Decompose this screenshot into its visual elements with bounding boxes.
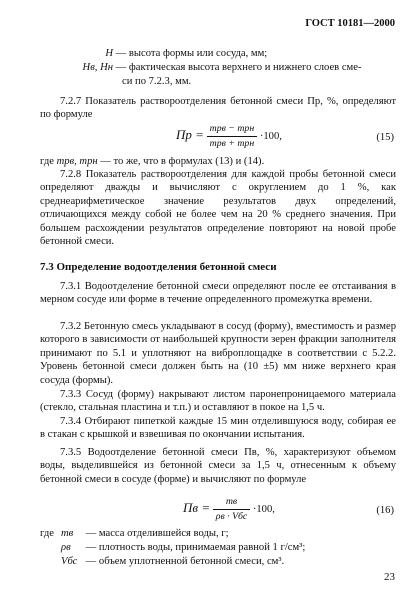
definition-h <box>40 47 396 60</box>
formula-denominator: ρв · Vбс <box>215 511 248 522</box>
where-text: — объем уплотненной бетонной смеси, см³. <box>83 556 285 567</box>
paragraph-7-3-2: 7.3.2 Бетонную смесь укладывают в сосуд (форму), вместимость и размер которого в зависимости от наибольшей крупности зерен фракции заполнителя принимают по 5.1 и уплотняют на виброплощадке в соответствии с 5.2.2. Уровень бетонной смеси должен быть на (10 ±5) мм ниже верхнего края сосуда (формы). <box>40 321 396 386</box>
where-symbol: mрв, mрн <box>56 156 98 167</box>
definition-hv-hn <box>40 61 396 74</box>
formula-denominator: mрв + mрн <box>209 138 255 149</box>
formula-numerator: mв <box>213 496 250 510</box>
where-clause-16-mass <box>40 527 396 540</box>
definition-symbol: Нв, Нн <box>82 62 113 73</box>
formula-16 <box>0 496 418 523</box>
formula-multiplier: ·100, <box>259 130 282 142</box>
where-lead: где <box>40 528 54 539</box>
formula-fraction <box>213 496 250 523</box>
where-symbol: mв <box>61 528 74 539</box>
formula-lhs: Пв = <box>183 499 211 515</box>
where-clause-15 <box>40 155 396 168</box>
definition-text: — высота формы или сосуда, мм; <box>113 48 268 59</box>
paragraph-7-3-5: 7.3.5 Водоотделение бетонной смеси Пв, %, характеризуют объемом воды, выделившейся из бетонной смеси за 1,5 ч, отнесенным к объему бетонной смеси в сосуде (форме) и вычисляют по формуле <box>40 447 396 485</box>
definition-continuation: си по 7.2.3, мм. <box>122 76 192 87</box>
paragraph-7-3-1: 7.3.1 Водоотделение бетонной смеси определяют после ее отстаивания в мерном сосуде или форме в течение определенного промежутка времени. <box>40 281 396 306</box>
definition-symbol: Н <box>105 48 113 59</box>
formula-numerator: mрв − mрн <box>207 123 258 137</box>
document-header: ГОСТ 10181—2000 <box>305 18 395 29</box>
where-text: — плотность воды, принимаемая равной 1 г/см³; <box>83 542 306 553</box>
where-symbol: Vбс <box>61 556 78 567</box>
formula-multiplier: ·100, <box>252 503 275 515</box>
paragraph-7-2-7: 7.2.7 Показатель раствороотделения бетонной смеси Пр, %, определяют по формуле <box>40 96 396 121</box>
where-text: — то же, что в формулах (13) и (14). <box>97 156 265 167</box>
where-clause-16-density <box>40 541 396 554</box>
section-heading-7-3: 7.3 Определение водоотделения бетонной смеси <box>40 261 277 273</box>
formula-number: (16) <box>376 505 394 516</box>
paragraph-7-3-3: 7.3.3 Сосуд (форму) накрывают листом паронепроницаемого материала (стекло, стальная пластина и т.п.) и оставляют в покое на 1,5 ч. <box>40 389 396 414</box>
where-clause-16-volume <box>40 555 396 568</box>
paragraph-7-3-4: 7.3.4 Отбирают пипеткой каждые 15 мин отделившуюся воду, собирая ее в стакан с крышкой и взвешивая по окончании испытания. <box>40 416 396 441</box>
formula-lhs: Пр = <box>176 126 204 142</box>
formula-15 <box>0 123 418 150</box>
formula-number: (15) <box>376 132 394 143</box>
page-number: 23 <box>384 571 395 583</box>
where-lead: где <box>40 156 54 167</box>
where-text: — масса отделившейся воды, г; <box>83 528 229 539</box>
where-symbol: ρв <box>61 542 71 553</box>
definition-text: — фактическая высота верхнего и нижнего слоев сме- <box>113 62 362 73</box>
formula-fraction <box>207 123 258 150</box>
paragraph-7-2-8: 7.2.8 Показатель раствороотделения для каждой пробы бетонной смеси определяют дважды и вычисляют с округлением до 1 %, как среднеарифметическое значение результатов двух определений, отличающихся между собой не более чем на 20 % среднего значения. При большем расхождении результатов определение повторяют на новой пробе бетонной смеси. <box>40 169 396 248</box>
